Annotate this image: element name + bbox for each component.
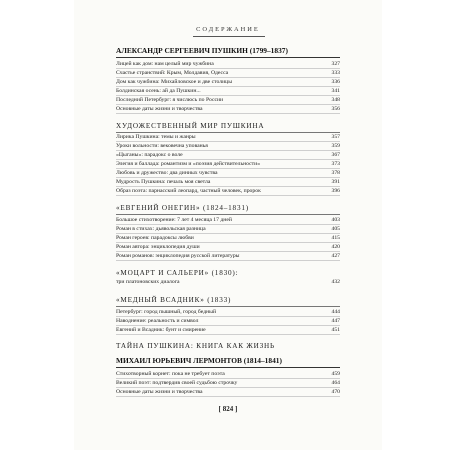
entry-title: Дом как чужбина: Михайловское и две столицы	[116, 79, 233, 85]
section-rule	[116, 306, 340, 307]
entry-page: 420	[331, 244, 340, 250]
toc-entry[interactable]	[116, 234, 340, 243]
entry-title: Стихотворный корнет: пока не требует поэта	[116, 371, 225, 377]
toc-entry[interactable]	[116, 388, 340, 397]
toc-entry[interactable]	[116, 105, 340, 114]
entry-page: 403	[331, 217, 340, 223]
section-title-bronze-horseman: «МЕДНЫЙ ВСАДНИК» (1833)	[116, 296, 232, 304]
entry-title: Лирика Пушкина: темы и жанры	[116, 134, 196, 140]
entry-page: 348	[331, 97, 340, 103]
entry-page: 396	[331, 188, 340, 194]
entry-page: 432	[331, 279, 340, 285]
entry-title: Большое стихотворение: 7 лет 4 месяца 17 дней	[116, 217, 232, 223]
toc-entry[interactable]	[116, 178, 340, 187]
entry-title: Лицей как дом: нам целый мир чужбина	[116, 61, 214, 67]
entry-title: «Цыганы»: парадокс о воле	[116, 152, 183, 158]
entry-title: Основные даты жизни и творчества	[116, 389, 203, 395]
toc-entry[interactable]	[116, 151, 340, 160]
toc-entry[interactable]	[116, 308, 340, 317]
toc-entry[interactable]	[116, 370, 340, 379]
entry-page: 459	[331, 371, 340, 377]
entry-title: Петербург: город пышный, город бедный	[116, 309, 216, 315]
entry-page: 356	[331, 106, 340, 112]
entry-page: 447	[331, 318, 340, 324]
entry-page: 415	[331, 235, 340, 241]
section-title-art-world: ХУДОЖЕСТВЕННЫЙ МИР ПУШКИНА	[116, 122, 265, 130]
toc-entry[interactable]	[116, 142, 340, 151]
entry-page: 357	[331, 134, 340, 140]
toc-entry[interactable]	[116, 160, 340, 169]
entry-title: Образ поэта: парнасский леопард, частный человек, пророк	[116, 188, 261, 194]
entry-page: 367	[331, 152, 340, 158]
page-number: [ 824 ]	[218, 405, 238, 413]
entry-title: Болдинская осень: ай да Пушкин...	[116, 88, 201, 94]
section-title-mystery[interactable]: ТАЙНА ПУШКИНА: КНИГА КАК ЖИЗНЬ	[116, 342, 275, 350]
entry-title: Великий поэт: подтвердив своей судьбою строчку	[116, 380, 238, 386]
toc-entry[interactable]	[116, 169, 340, 178]
book-page	[74, 0, 382, 450]
entry-title: три платоновских диалога	[116, 279, 180, 285]
toc-entry[interactable]	[116, 317, 340, 326]
entry-title: Мудрость Пушкина: печаль моя светла	[116, 179, 211, 185]
part-rule	[116, 57, 340, 58]
toc-entry[interactable]	[116, 69, 340, 78]
toc-entry[interactable]	[116, 133, 340, 142]
entry-page: 391	[331, 179, 340, 185]
toc-entry[interactable]	[116, 243, 340, 252]
entry-page: 405	[331, 226, 340, 232]
toc-entry[interactable]	[116, 326, 340, 335]
entry-title: Роман героев: парадоксы любви	[116, 235, 194, 241]
entry-title: Роман в стихах: дьявольская разница	[116, 226, 206, 232]
toc-entry[interactable]	[116, 379, 340, 388]
toc-entry[interactable]	[116, 225, 340, 234]
entry-title: Элегия и баллада: романтизм и «поэзия действительности»	[116, 161, 261, 167]
entry-page: 464	[331, 380, 340, 386]
toc-entry[interactable]	[116, 270, 340, 286]
entry-page: 333	[331, 70, 340, 76]
entry-title: Любовь и дружество: два диниых чувства	[116, 170, 218, 176]
entry-page: 359	[331, 143, 340, 149]
heading-rule	[193, 36, 265, 37]
section-title-onegin: «ЕВГЕНИЙ ОНЕГИН» (1824–1831)	[116, 204, 249, 212]
toc-entry[interactable]	[116, 87, 340, 96]
entry-title: Счастье странствий: Крым, Молдавия, Одесса	[116, 70, 229, 76]
toc-entry[interactable]	[116, 216, 340, 225]
entry-page: 427	[331, 253, 340, 259]
entry-page: 341	[331, 88, 340, 94]
section-rule	[116, 214, 340, 215]
entry-page: 373	[331, 161, 340, 167]
entry-title: Последний Петербург: я числюсь по России	[116, 97, 224, 103]
entry-page: 378	[331, 170, 340, 176]
toc-entry[interactable]	[116, 252, 340, 261]
entry-title: Роман романов: энциклопедия русской литературы	[116, 253, 240, 259]
entry-title: Наводнение: реальность и символ	[116, 318, 199, 324]
entry-page: 444	[331, 309, 340, 315]
entry-title: Роман автора: энциклопедия души	[116, 244, 200, 250]
entry-title: Уроки вольности: вековечна упованья	[116, 143, 208, 149]
part-rule	[116, 367, 340, 368]
part-title-pushkin: АЛЕКСАНДР СЕРГЕЕВИЧ ПУШКИН (1799–1837)	[116, 46, 288, 55]
entry-page: 470	[331, 389, 340, 395]
entry-page: 327	[331, 61, 340, 67]
entry-title: Основные даты жизни и творчества	[116, 106, 203, 112]
toc-entry[interactable]	[116, 78, 340, 87]
toc-entry[interactable]	[116, 60, 340, 69]
entry-page: 336	[331, 79, 340, 85]
toc-entry[interactable]	[116, 187, 340, 196]
contents-heading: СОДЕРЖАНИЕ	[196, 26, 260, 33]
section-title-mozart-salieri: «МОЦАРТ И САЛЬЕРИ» (1830):	[116, 269, 239, 277]
part-title-lermontov: МИХАИЛ ЮРЬЕВИЧ ЛЕРМОНТОВ (1814–1841)	[116, 356, 282, 365]
toc-entry[interactable]	[116, 96, 340, 105]
entry-title: Евгений и Всадник: бунт и смирение	[116, 327, 206, 333]
entry-page: 451	[331, 327, 340, 333]
